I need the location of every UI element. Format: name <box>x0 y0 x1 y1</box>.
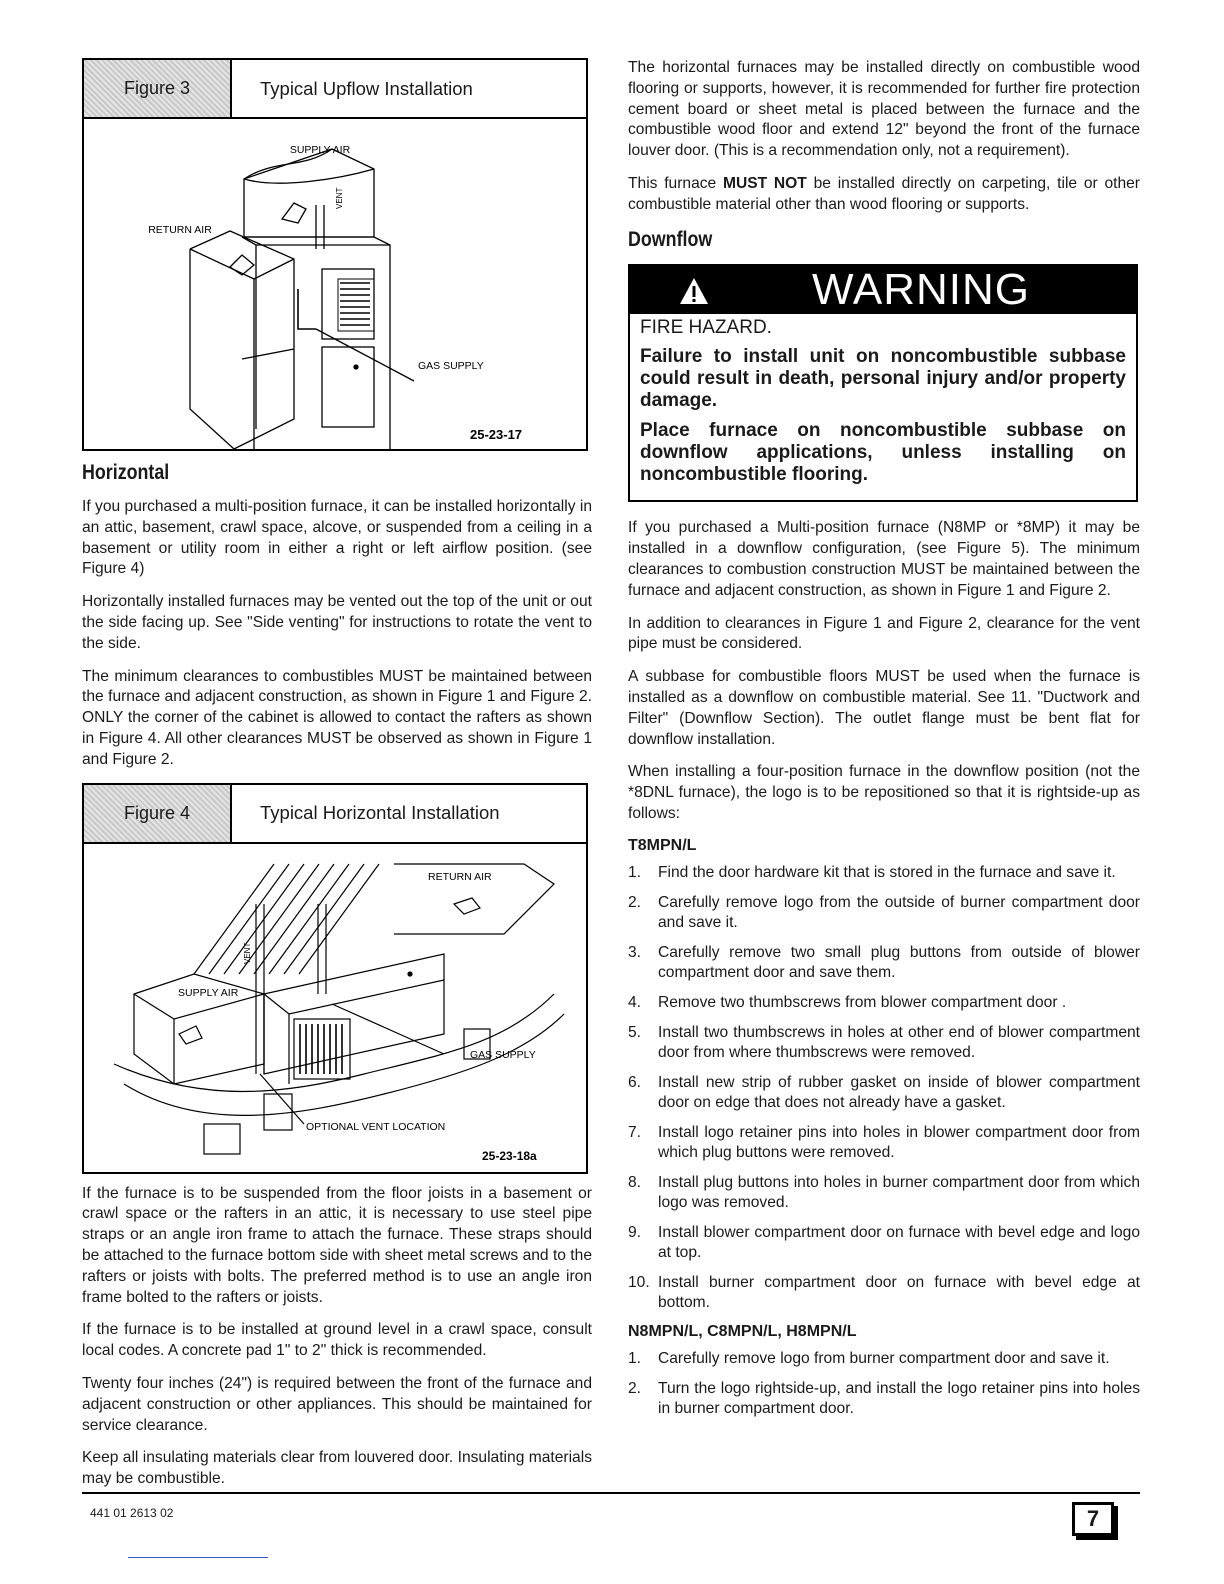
warning-triangle-icon <box>674 270 714 310</box>
figure-4-illustration <box>84 844 586 1172</box>
horizontal-paragraph-5: If the furnace is to be installed at ground level in a crawl space, consult local codes. A concrete pad 1" to 2" thick is recommended. <box>82 1321 592 1360</box>
footer-rule <box>82 1492 1140 1494</box>
page-number: 7 <box>1072 1502 1114 1536</box>
n8mpn-subheading: N8MPN/L, C8MPN/L, H8MPN/L <box>628 1322 857 1340</box>
warning-box <box>628 264 1138 503</box>
figure-4-tab: Figure 4 <box>84 785 232 842</box>
horizontal-paragraph-7: Keep all insulating materials clear from louvered door. Insulating materials may be combustible. <box>82 1449 592 1488</box>
list-item: 10. Install burner compartment door on furnace with bevel edge at bottom. <box>628 1273 1140 1311</box>
figure-4-gas-supply-label: GAS SUPPLY <box>470 1048 536 1061</box>
figure-3-gas-supply-label: GAS SUPPLY <box>418 360 484 372</box>
figure-4-supply-air-label: SUPPLY AIR <box>178 986 239 999</box>
figure-4-header <box>84 785 586 844</box>
right-paragraph-4: In addition to clearances in Figure 1 and Figure 2, clearance for the vent pipe must be considered. <box>628 614 1140 653</box>
must-not-emphasis: MUST NOT <box>722 174 807 192</box>
warning-hazard: FIRE HAZARD. <box>640 316 772 338</box>
figure-3 <box>82 58 588 451</box>
t8mpn-steps <box>628 863 1140 1313</box>
figure-3-vent-label: VENT <box>335 187 344 209</box>
list-item: 2. Carefully remove logo from the outside of burner compartment door and save it. <box>628 893 1140 931</box>
horizontal-paragraph-3: The minimum clearances to combustibles MUST be maintained between the furnace and adjacent construction, as shown in Figure 1 and Figure 2. ONLY the corner of the cabinet is allowed to contact the rafters as shown in Figure 4. All other clearances MUST be observed as shown in Figure 1 and Figure 2. <box>82 667 592 768</box>
downflow-heading: Downflow <box>628 227 713 251</box>
right-paragraph-3: If you purchased a Multi-position furnace (N8MP or *8MP) it may be installed in a downflow configuration, (see Figure 5). The minimum clearances to combustion construction MUST be maintained between the furnace and adjacent construction, as shown in Figure 1 and Figure 2. <box>628 519 1140 599</box>
list-item: 7. Install logo retainer pins into holes in blower compartment door from which plug buttons were removed. <box>628 1123 1140 1161</box>
figure-4-optional-vent-label: OPTIONAL VENT LOCATION <box>306 1120 446 1133</box>
right-paragraph-6: When installing a four-position furnace in the downflow position (not the *8DNL furnace), the logo is to be repositioned so that it is rightside-up as follows: <box>628 763 1140 822</box>
figure-4-title: Typical Horizontal Installation <box>260 802 500 824</box>
warning-message-1: Failure to install unit on noncombustible subbase could result in death, personal injury and/or property damage. <box>640 346 1126 412</box>
horizontal-paragraph-2: Horizontally installed furnaces may be vented out the top of the unit or out the side facing up. See "Side venting" for instructions to rotate the vent to the side. <box>82 593 592 652</box>
warning-message-2: Place furnace on noncombustible subbase on downflow applications, unless installing on noncombustible flooring. <box>640 420 1126 486</box>
footer-document-code: 441 01 2613 02 <box>90 1506 174 1520</box>
svg-text:VENT: VENT <box>243 942 252 964</box>
list-item: 3. Carefully remove two small plug buttons from outside of blower compartment door and save them. <box>628 943 1140 981</box>
right-paragraph-5: A subbase for combustible floors MUST be used when the furnace is installed as a downflow on combustible material. See 11. "Ductwork and Filter" (Downflow Section). The outlet flange must be bent flat for downflow installation. <box>628 668 1140 748</box>
figure-4-code: 25-23-18a <box>482 1148 537 1163</box>
warning-title: WARNING <box>812 264 1031 314</box>
figure-3-illustration <box>84 119 586 449</box>
right-paragraph-2-c: be installed directly on carpeting, tile or other combustible material other than wood flooring or supports. <box>628 174 1140 213</box>
right-column <box>628 58 1140 1429</box>
figure-3-header <box>84 60 586 119</box>
right-paragraph-2-a: This furnace <box>628 174 723 192</box>
list-item: 6. Install new strip of rubber gasket on inside of blower compartment door on edge that does not already have a gasket. <box>628 1073 1140 1111</box>
right-paragraph-1: The horizontal furnaces may be installed directly on combustible wood flooring or supports, however, it is recommended for further fire protection cement board or sheet metal is placed between the furnace and the combustible wood floor and extend 12" beyond the front of the furnace louver door. (This is a recommendation only, not a requirement). <box>628 59 1140 160</box>
list-item: 5. Install two thumbscrews in holes at other end of blower compartment door from where thumbscrews were removed. <box>628 1023 1140 1061</box>
list-item: 2. Turn the logo rightside-up, and install the logo retainer pins into holes in burner compartment door. <box>628 1379 1140 1417</box>
list-item: 1. Carefully remove logo from burner compartment door and save it. <box>628 1349 1110 1367</box>
warning-body <box>630 314 1136 501</box>
right-paragraph-2 <box>628 174 1140 216</box>
figure-3-return-air-label: RETURN AIR <box>148 224 212 236</box>
horizontal-paragraph-4: If the furnace is to be suspended from the floor joists in a basement or crawl space or the rafters in an attic, it is necessary to use steel pipe straps or an angle iron frame to attach the furnace. These straps should be attached to the furnace bottom side with sheet metal screws and to the rafters or joists with bolts. The preferred method is to use an angle iron frame bolted to the rafters or joists. <box>82 1184 592 1306</box>
figure-3-tab: Figure 3 <box>84 60 232 117</box>
horizontal-paragraph-1: If you purchased a multi-position furnace, it can be installed horizontally in an attic, basement, crawl space, alcove, or suspended from a ceiling in a basement or utility room in either a right or left airflow position. (see Figure 4) <box>82 498 592 578</box>
n8mpn-steps <box>628 1349 1140 1419</box>
figure-3-supply-air-label: SUPPLY AIR <box>289 144 351 156</box>
list-item: 9. Install blower compartment door on furnace with bevel edge and logo at top. <box>628 1223 1140 1261</box>
figure-3-title: Typical Upflow Installation <box>260 77 473 99</box>
warning-header <box>630 266 1136 314</box>
list-item: 8. Install plug buttons into holes in burner compartment door from which logo was removed. <box>628 1173 1140 1211</box>
figure-4-return-air-label: RETURN AIR <box>428 870 492 883</box>
horizontal-paragraph-6: Twenty four inches (24") is required between the front of the furnace and adjacent construction or other appliances. This should be maintained for service clearance. <box>82 1374 592 1434</box>
figure-4 <box>82 783 588 1174</box>
list-item: 1. Find the door hardware kit that is stored in the furnace and save it. <box>628 863 1116 881</box>
left-column <box>82 58 592 1502</box>
figure-3-code: 25-23-17 <box>470 427 523 442</box>
horizontal-heading: Horizontal <box>82 461 170 484</box>
blue-underline <box>128 1557 268 1558</box>
t8mpn-subheading: T8MPN/L <box>628 836 697 854</box>
list-item: 4. Remove two thumbscrews from blower compartment door . <box>628 993 1067 1011</box>
